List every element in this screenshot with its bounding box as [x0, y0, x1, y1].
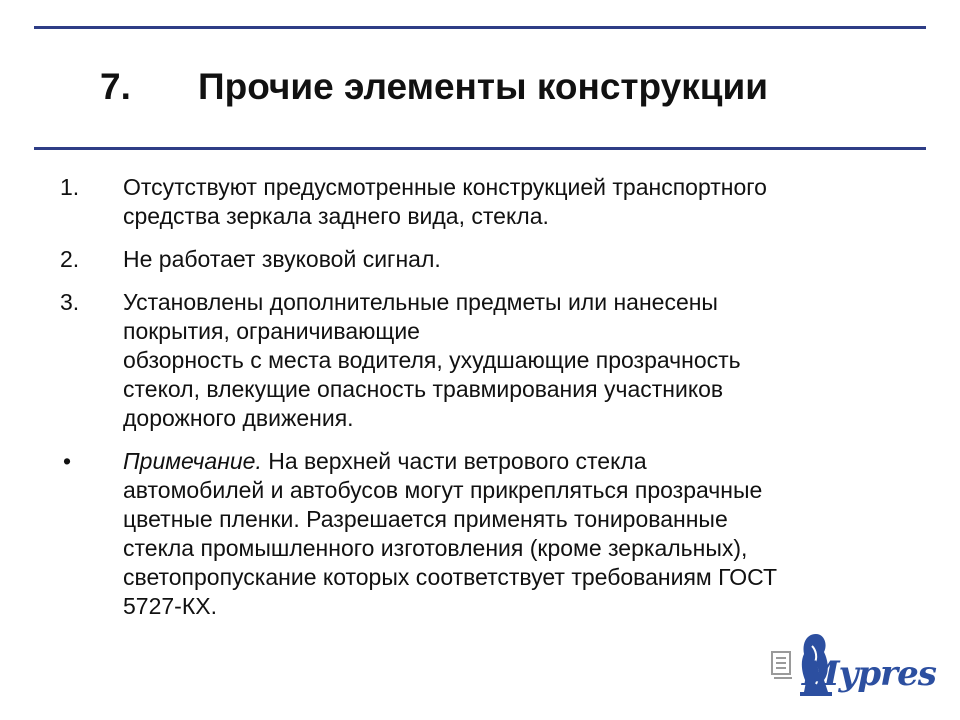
item-text-line: стекол, влекущие опасность травмирования участников	[123, 376, 724, 402]
note-text-line: стекла промышленного изготовления (кроме зеркальных),	[123, 535, 748, 561]
item-text-line: покрытия, ограничивающие	[123, 318, 420, 344]
bottom-divider	[34, 147, 926, 150]
item-text-line: Отсутствуют предусмотренные конструкцией транспортного	[123, 174, 767, 200]
item-number: 2.	[60, 246, 80, 272]
bullet-icon: •	[63, 448, 72, 474]
logo-text: Mypres	[802, 654, 936, 694]
item-text-line: Установлены дополнительные предметы или нанесены	[123, 289, 718, 315]
top-divider	[34, 26, 926, 29]
note-item	[60, 447, 900, 621]
note-label: Примечание.	[123, 448, 262, 474]
slide-title	[100, 66, 768, 108]
rules-list	[60, 173, 900, 635]
note-first-line	[123, 447, 900, 476]
item-number: 1.	[60, 174, 80, 200]
list-item	[60, 245, 900, 274]
title-number: 7.	[100, 66, 131, 107]
item-text-line: Не работает звуковой сигнал.	[123, 246, 441, 272]
item-text-line: обзорность с места водителя, ухудшающие прозрачность	[123, 347, 741, 373]
site-logo	[766, 628, 942, 698]
note-text-line: 5727-КХ.	[123, 593, 217, 619]
item-text-line: дорожного движения.	[123, 405, 354, 431]
title-text: Прочие элементы конструкции	[198, 66, 768, 107]
list-item	[60, 288, 900, 433]
note-text-line: светопропускание которых соответствует требованиям ГОСТ	[123, 564, 778, 590]
list-item	[60, 173, 900, 231]
item-text-line: средства зеркала заднего вида, стекла.	[123, 203, 549, 229]
item-number: 3.	[60, 289, 80, 315]
note-text-line: автомобилей и автобусов могут прикрепляться прозрачные	[123, 477, 763, 503]
note-text-line: цветные пленки. Разрешается применять тонированные	[123, 506, 728, 532]
note-text-line: На верхней части ветрового стекла	[261, 448, 647, 474]
